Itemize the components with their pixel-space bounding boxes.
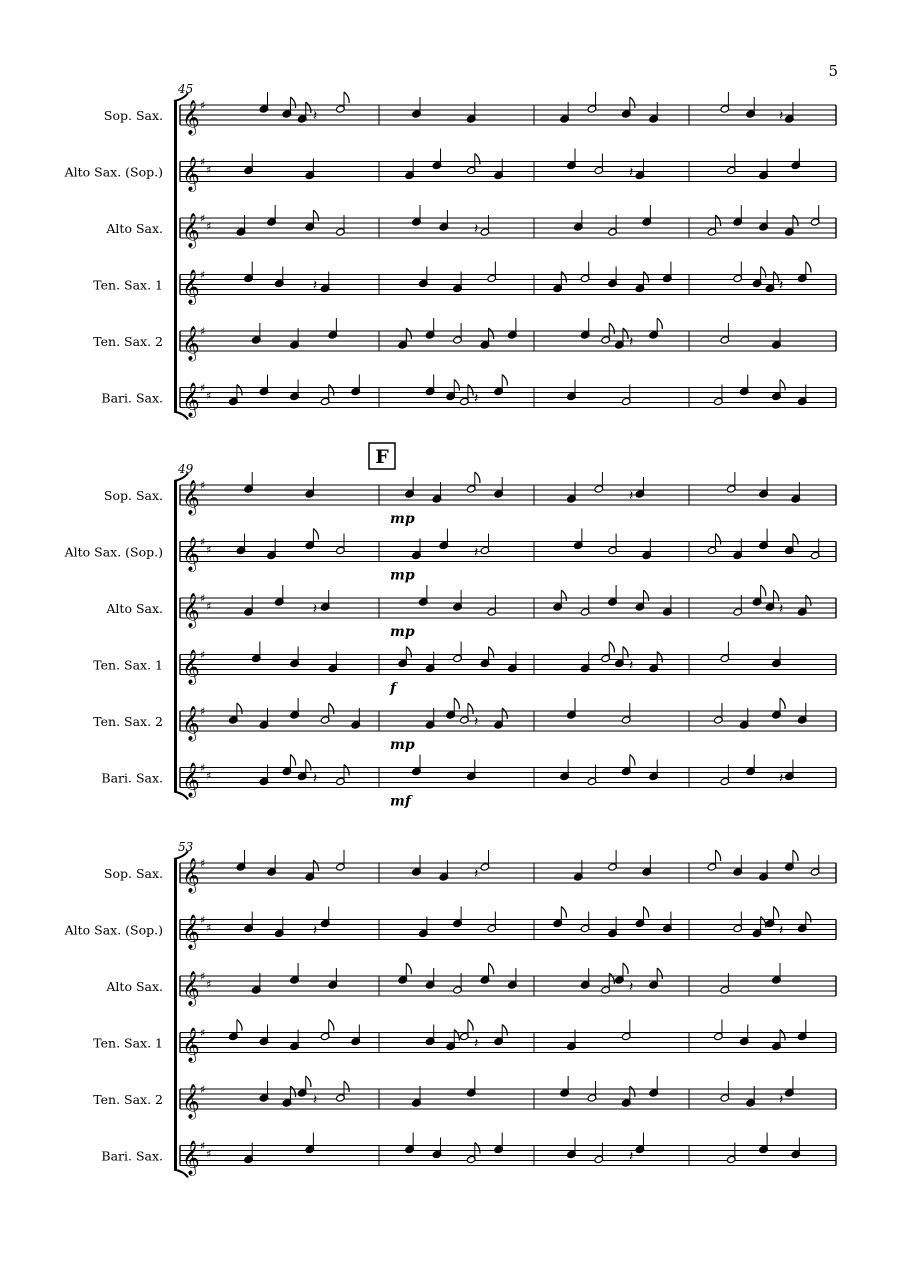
- note-flag: [313, 529, 318, 540]
- note-flag: [502, 375, 507, 386]
- sharp-icon: ♯: [206, 1147, 212, 1161]
- note-flag: [623, 963, 628, 974]
- system-bracket: [174, 101, 177, 412]
- treble-clef-icon: 𝄞: [182, 914, 200, 950]
- treble-clef-icon: 𝄞: [182, 1084, 200, 1119]
- note-flag: [623, 328, 628, 339]
- note-flag: [623, 647, 628, 658]
- note-flag: [630, 755, 635, 766]
- sharp-icon: ♯: [200, 1026, 206, 1040]
- note-flag: [475, 472, 480, 483]
- treble-clef-icon: 𝄞: [182, 156, 200, 192]
- note-flag: [344, 92, 349, 103]
- rest-icon: 𝄽: [778, 601, 784, 617]
- sharp-icon: ♯: [200, 592, 206, 605]
- note-flag: [475, 154, 480, 165]
- sharp-icon: ♯: [206, 921, 212, 935]
- sharp-icon: ♯: [200, 325, 206, 338]
- sharp-icon: ♯: [206, 978, 212, 991]
- dynamic-marking: mp: [390, 511, 415, 527]
- sharp-icon: ♯: [200, 913, 206, 927]
- note-flag: [644, 590, 649, 601]
- rest-icon: 𝄽: [628, 334, 634, 350]
- rest-icon: 𝄽: [778, 108, 784, 124]
- note-flag: [630, 1086, 635, 1097]
- note-flag: [774, 272, 779, 283]
- note-flag: [502, 1025, 507, 1036]
- sharp-icon: ♯: [200, 970, 206, 983]
- sharp-icon: ♯: [206, 600, 212, 613]
- instrument-name: Bari. Sax.: [101, 1148, 163, 1164]
- treble-clef-icon: 𝄞: [182, 269, 200, 305]
- rest-icon: 𝄽: [778, 770, 784, 787]
- note-flag: [313, 210, 318, 221]
- treble-clef-icon: 𝄞: [182, 1027, 200, 1063]
- note-flag: [237, 385, 242, 396]
- note-flag: [806, 262, 811, 273]
- dynamic-marking: mp: [390, 624, 415, 640]
- note-flag: [313, 860, 318, 871]
- measure-number: 45: [178, 82, 194, 96]
- note-flag: [290, 97, 295, 108]
- rest-icon: 𝄽: [312, 770, 318, 787]
- note-flag: [406, 328, 411, 339]
- sharp-icon: ♯: [206, 769, 212, 783]
- note-flag: [774, 907, 779, 918]
- note-flag: [237, 1020, 242, 1031]
- instrument-name: Ten. Sax. 2: [93, 1092, 163, 1107]
- rest-icon: 𝄽: [473, 221, 479, 237]
- note-flag: [306, 760, 311, 771]
- sharp-icon: ♯: [200, 1139, 206, 1153]
- note-flag: [468, 1020, 473, 1031]
- system-bracket: [174, 481, 177, 792]
- instrument-name: Sop. Sax.: [103, 108, 163, 123]
- instrument-name: Ten. Sax. 1: [93, 277, 163, 293]
- instrument-name: Sop. Sax.: [103, 866, 163, 881]
- rehearsal-mark: F: [375, 446, 389, 468]
- note-flag: [644, 907, 649, 918]
- rest-icon: 𝄽: [778, 277, 784, 294]
- instrument-name: Alto Sax. (Sop.): [64, 164, 163, 180]
- rest-icon: 𝄽: [473, 390, 479, 407]
- note-flag: [406, 647, 411, 658]
- note-flag: [716, 850, 721, 861]
- rest-icon: 𝄽: [312, 277, 318, 294]
- rest-icon: 𝄽: [473, 866, 479, 882]
- rest-icon: 𝄽: [778, 922, 784, 939]
- note-flag: [561, 907, 566, 918]
- note-flag: [454, 698, 459, 709]
- note-flag: [502, 708, 507, 719]
- sharp-icon: ♯: [200, 155, 206, 169]
- sharp-icon: ♯: [200, 535, 206, 549]
- sharp-icon: ♯: [200, 1083, 206, 1096]
- note-flag: [716, 215, 721, 226]
- rest-icon: 𝄽: [628, 488, 634, 504]
- dynamic-marking: mp: [390, 737, 415, 753]
- instrument-name: Sop. Sax.: [103, 488, 163, 503]
- note-flag: [454, 380, 459, 391]
- note-flag: [489, 963, 494, 974]
- note-flag: [489, 328, 494, 339]
- note-flag: [609, 973, 614, 984]
- sharp-icon: ♯: [206, 389, 212, 403]
- page-number: 5: [828, 62, 838, 80]
- treble-clef-icon: 𝄞: [182, 382, 200, 418]
- note-flag: [329, 703, 334, 714]
- rest-icon: 𝄽: [312, 922, 318, 939]
- instrument-name: Ten. Sax. 1: [93, 1035, 163, 1051]
- note-flag: [306, 102, 311, 113]
- instrument-name: Bari. Sax.: [101, 390, 163, 406]
- treble-clef-icon: 𝄞: [182, 593, 200, 628]
- note-flag: [609, 323, 614, 334]
- note-flag: [793, 534, 798, 545]
- note-flag: [329, 1020, 334, 1031]
- note-flag: [774, 590, 779, 601]
- treble-clef-icon: 𝄞: [182, 762, 200, 798]
- rest-icon: 𝄽: [473, 544, 479, 561]
- note-flag: [406, 963, 411, 974]
- note-flag: [780, 380, 785, 391]
- note-flag: [761, 267, 766, 278]
- note-flag: [780, 1030, 785, 1041]
- instrument-name: Alto Sax.: [106, 601, 163, 616]
- measure-number: 49: [178, 462, 194, 476]
- note-flag: [344, 765, 349, 776]
- rest-icon: 𝄽: [628, 979, 634, 995]
- treble-clef-icon: 𝄞: [182, 480, 200, 515]
- rest-icon: 𝄽: [778, 1092, 784, 1108]
- sharp-icon: ♯: [200, 648, 206, 662]
- sharp-icon: ♯: [200, 268, 206, 282]
- rest-icon: 𝄽: [628, 1148, 634, 1165]
- note-flag: [630, 97, 635, 108]
- note-flag: [344, 1081, 349, 1092]
- sharp-icon: ♯: [200, 705, 206, 718]
- note-flag: [657, 652, 662, 663]
- rest-icon: 𝄽: [473, 714, 479, 730]
- instrument-name: Bari. Sax.: [101, 770, 163, 786]
- note-flag: [761, 917, 766, 928]
- instrument-name: Ten. Sax. 2: [93, 334, 163, 349]
- note-flag: [780, 698, 785, 709]
- note-flag: [306, 1076, 311, 1087]
- treble-clef-icon: 𝄞: [182, 213, 200, 248]
- sharp-icon: ♯: [200, 381, 206, 395]
- sharp-icon: ♯: [206, 163, 212, 177]
- sharp-icon: ♯: [200, 99, 206, 112]
- instrument-name: Alto Sax. (Sop.): [64, 544, 163, 560]
- note-flag: [793, 850, 798, 861]
- note-flag: [657, 968, 662, 979]
- sharp-icon: ♯: [200, 857, 206, 870]
- treble-clef-icon: 𝄞: [182, 971, 200, 1006]
- instrument-name: Alto Sax. (Sop.): [64, 922, 163, 938]
- measure-number: 53: [178, 840, 194, 854]
- note-flag: [561, 272, 566, 283]
- note-flag: [793, 215, 798, 226]
- system-bracket: [174, 859, 177, 1170]
- note-flag: [489, 647, 494, 658]
- instrument-name: Ten. Sax. 1: [93, 657, 163, 673]
- rest-icon: 𝄽: [628, 657, 634, 674]
- dynamic-marking: mf: [390, 793, 411, 810]
- note-flag: [475, 1143, 480, 1154]
- treble-clef-icon: 𝄞: [182, 706, 200, 741]
- dynamic-marking: mp: [390, 567, 415, 584]
- sharp-icon: ♯: [206, 543, 212, 557]
- treble-clef-icon: 𝄞: [182, 100, 200, 135]
- note-flag: [454, 1030, 459, 1041]
- note-flag: [806, 595, 811, 606]
- note-flag: [468, 385, 473, 396]
- note-flag: [716, 534, 721, 545]
- sharp-icon: ♯: [200, 212, 206, 225]
- treble-clef-icon: 𝄞: [182, 858, 200, 893]
- instrument-name: Alto Sax.: [106, 221, 163, 236]
- rest-icon: 𝄽: [312, 601, 318, 617]
- instrument-name: Ten. Sax. 2: [93, 714, 163, 729]
- note-flag: [237, 703, 242, 714]
- sharp-icon: ♯: [200, 761, 206, 775]
- treble-clef-icon: 𝄞: [182, 649, 200, 685]
- note-flag: [468, 703, 473, 714]
- rest-icon: 𝄽: [312, 1092, 318, 1108]
- treble-clef-icon: 𝄞: [182, 1140, 200, 1176]
- note-flag: [761, 585, 766, 596]
- treble-clef-icon: 𝄞: [182, 536, 200, 572]
- dynamic-marking: f: [390, 680, 397, 697]
- rest-icon: 𝄽: [473, 1035, 479, 1052]
- rest-icon: 𝄽: [628, 164, 634, 181]
- note-flag: [561, 590, 566, 601]
- note-flag: [806, 912, 811, 923]
- sharp-icon: ♯: [206, 220, 212, 233]
- note-flag: [609, 642, 614, 653]
- note-flag: [657, 318, 662, 329]
- note-flag: [290, 755, 295, 766]
- treble-clef-icon: 𝄞: [182, 326, 200, 361]
- instrument-name: Alto Sax.: [106, 979, 163, 994]
- rest-icon: 𝄽: [312, 108, 318, 124]
- sharp-icon: ♯: [200, 479, 206, 492]
- note-flag: [290, 1086, 295, 1097]
- note-flag: [329, 385, 334, 396]
- note-flag: [644, 272, 649, 283]
